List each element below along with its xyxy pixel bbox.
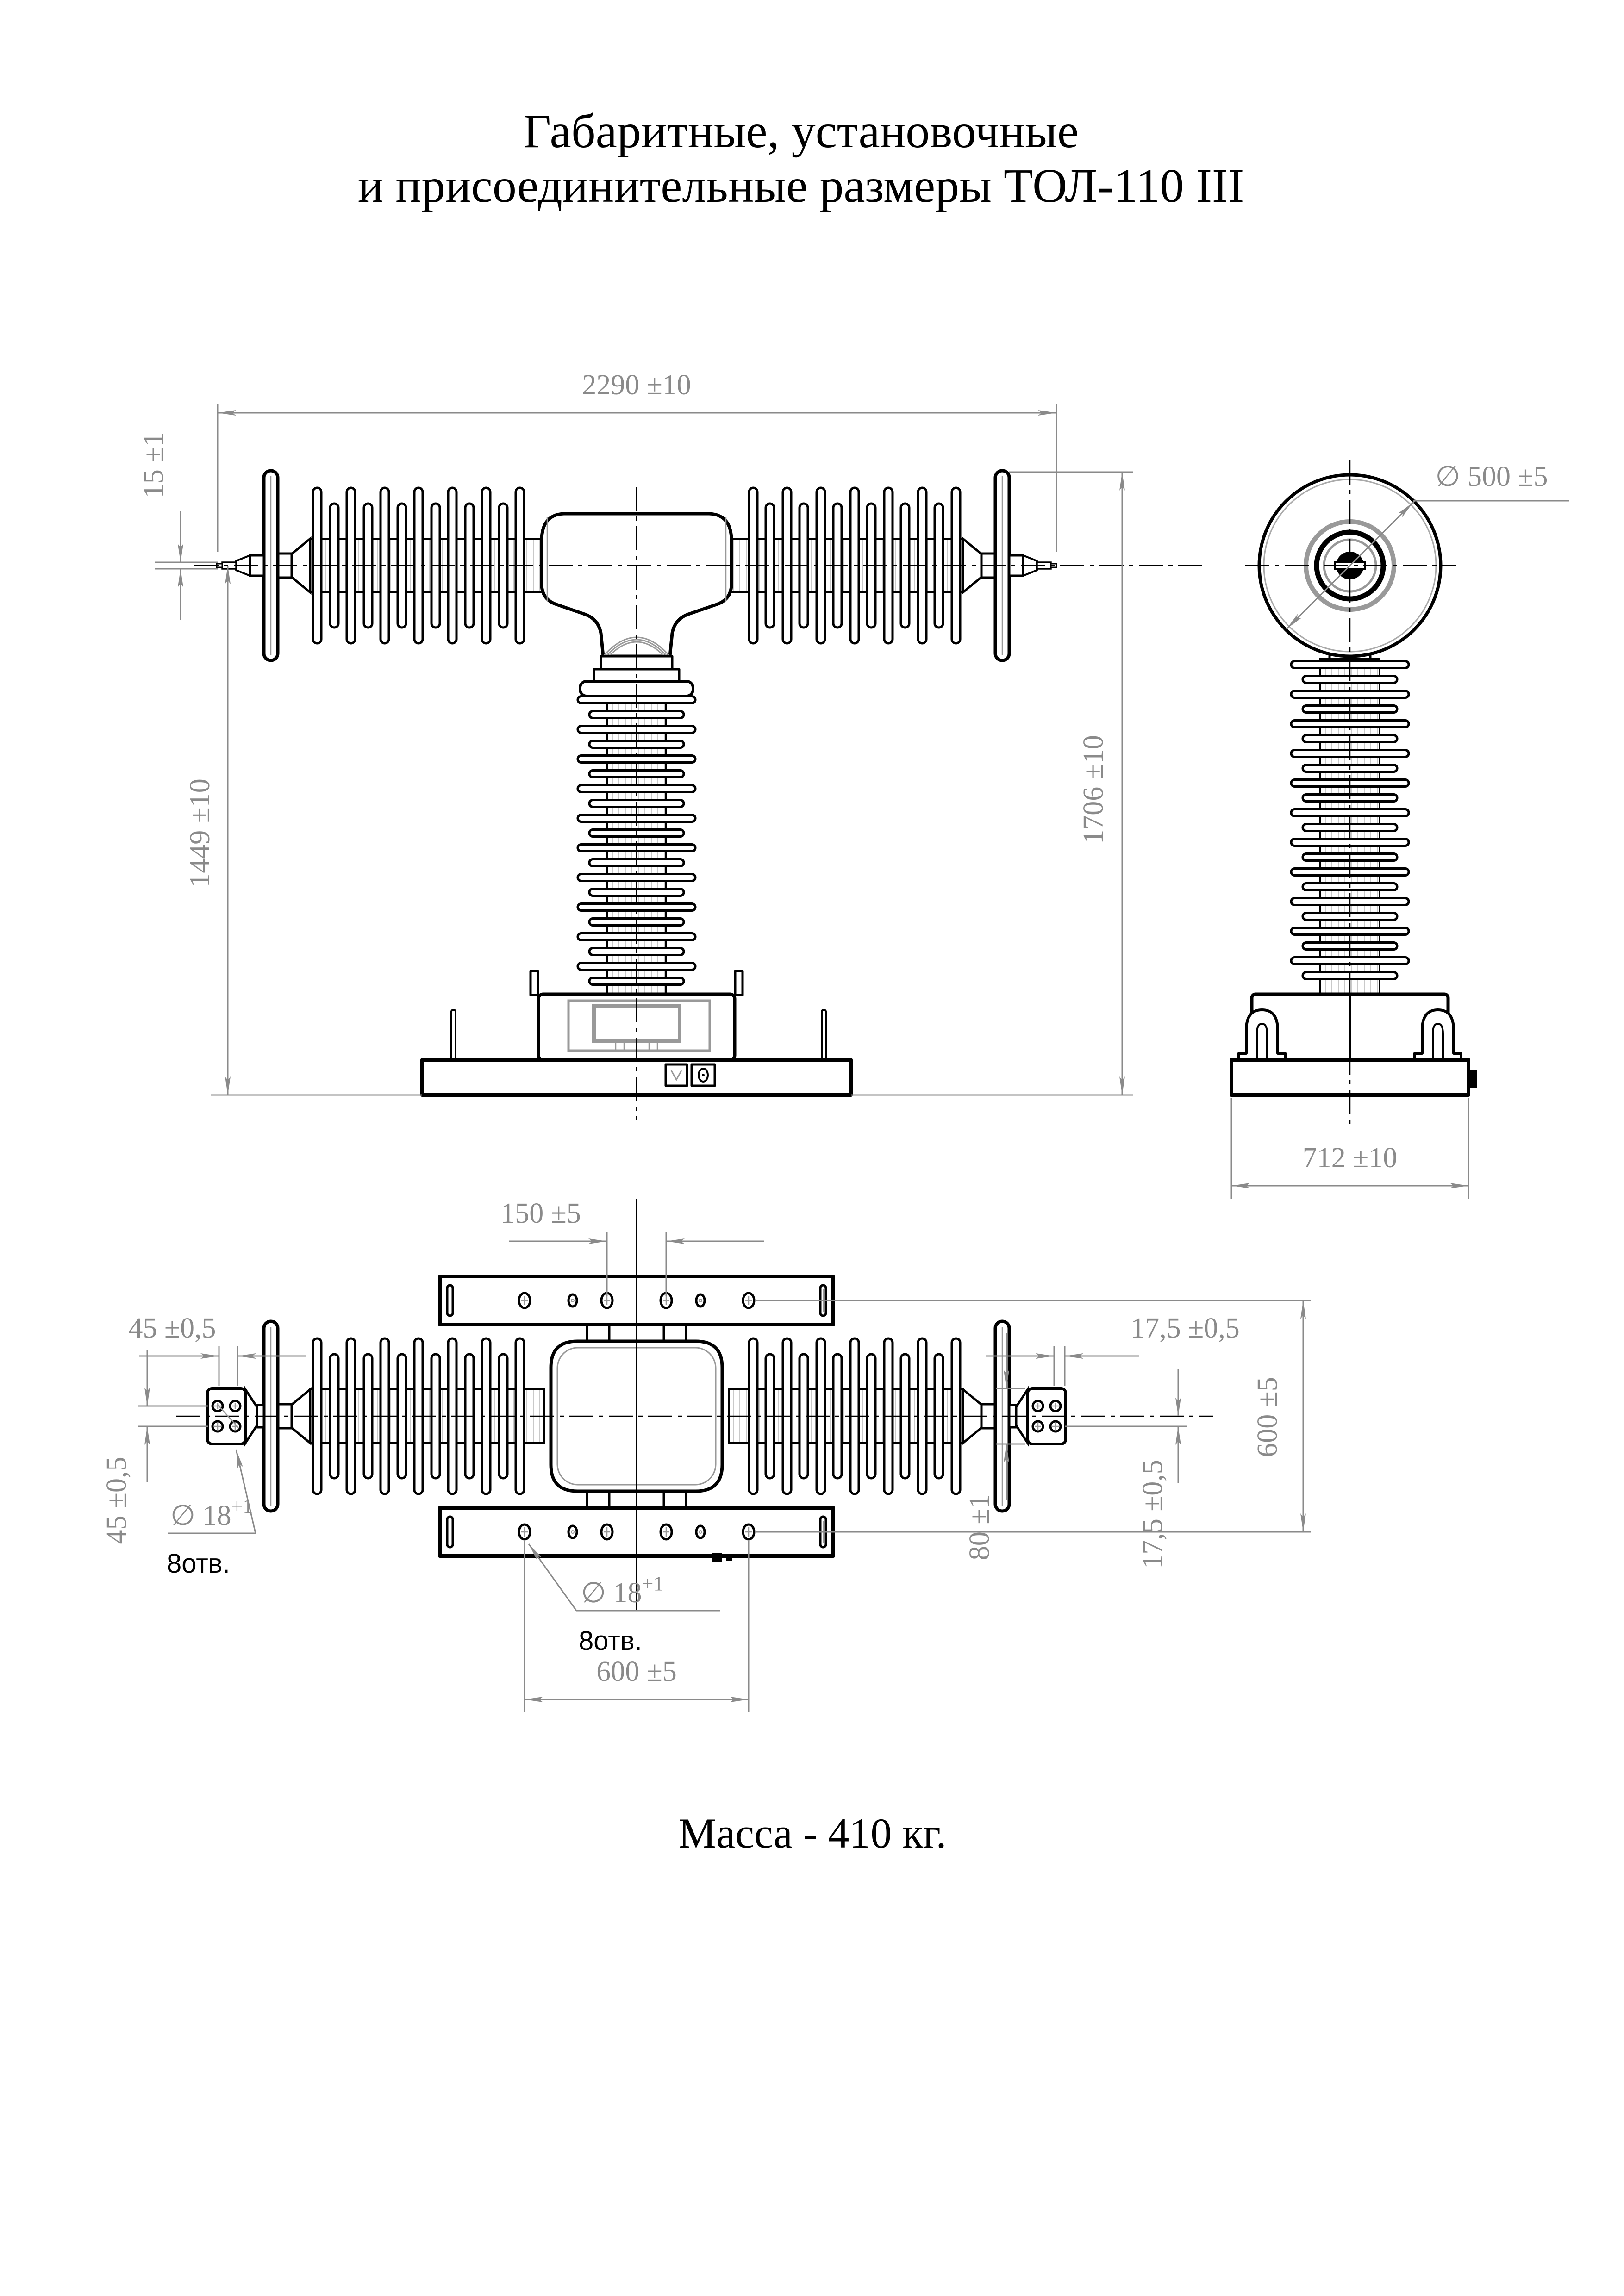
mass-note: Масса - 410 кг. — [678, 1810, 947, 1857]
svg-text:1706 ±10: 1706 ±10 — [1078, 735, 1109, 844]
svg-text:15 ±1: 15 ±1 — [138, 432, 169, 498]
svg-text:17,5 ±0,5: 17,5 ±0,5 — [1131, 1313, 1240, 1344]
svg-text:∅ 18+1: ∅ $18^{+1}$ — [170, 1495, 253, 1531]
ground-mark-box — [666, 1064, 687, 1086]
svg-text:∅ 18+1: ∅ $18^{+1}$ — [581, 1572, 664, 1609]
svg-text:600 ±5: 600 ±5 — [1252, 1377, 1283, 1457]
svg-text:45 ±0,5: 45 ±0,5 — [101, 1456, 132, 1544]
svg-text:∅ 500 ±5: ∅ 500 ±5 — [1435, 461, 1548, 492]
svg-text:2290 ±10: 2290 ±10 — [582, 369, 691, 401]
lifting-pin-left — [451, 1010, 456, 1061]
svg-text:17,5 ±0,5: 17,5 ±0,5 — [1137, 1460, 1168, 1569]
side-base — [1231, 994, 1477, 1095]
title-line-1: Габаритные, установочные — [523, 105, 1079, 158]
svg-text:80 ±1: 80 ±1 — [964, 1494, 995, 1561]
svg-text:1449 ±10: 1449 ±10 — [184, 778, 216, 888]
svg-text:712 ±10: 712 ±10 — [1302, 1142, 1398, 1174]
title-line-2: и присоединительные размеры ТОЛ-110 III — [357, 159, 1244, 212]
svg-text:8отв.: 8отв. — [167, 1549, 230, 1579]
svg-text:150 ±5: 150 ±5 — [500, 1198, 581, 1229]
lifting-pin-right — [822, 1010, 826, 1061]
svg-text:45 ±0,5: 45 ±0,5 — [128, 1313, 216, 1344]
ground-terminal — [1468, 1070, 1477, 1088]
svg-text:600 ±5: 600 ±5 — [596, 1656, 677, 1687]
svg-text:8отв.: 8отв. — [579, 1626, 642, 1656]
